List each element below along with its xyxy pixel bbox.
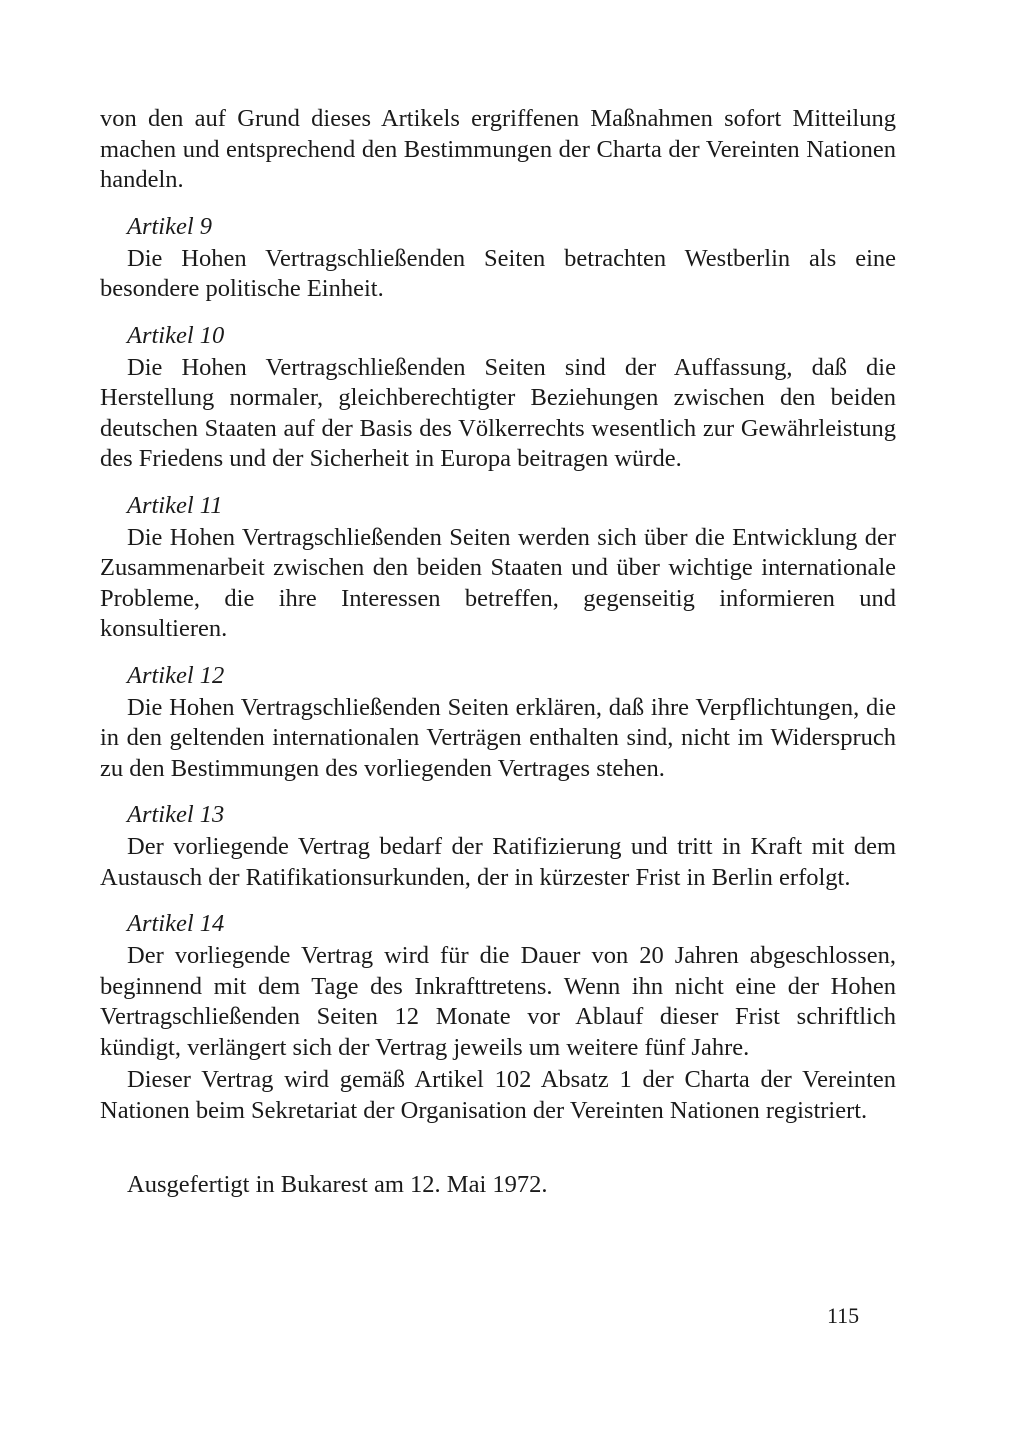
article-paragraph: Die Hohen Vertragschließenden Seiten betrachten Westberlin als eine besondere politische Einheit. [100, 244, 896, 302]
article-paragraph: Die Hohen Vertragschließenden Seiten werden sich über die Entwicklung der Zusammenarbeit zwischen den beiden Staaten und über wichtige internationale Probleme, die ihre Interessen betreffen, gegenseitig informieren und konsultieren. [100, 523, 896, 642]
article-title: Artikel 10 [127, 321, 225, 349]
signoff-line: Ausgefertigt in Bukarest am 12. Mai 1972. [127, 1171, 548, 1198]
article-10 [100, 321, 896, 475]
article-title: Artikel 13 [127, 801, 225, 828]
article-title: Artikel 11 [127, 491, 223, 519]
document-page [100, 104, 896, 1201]
lead-paragraph: von den auf Grund dieses Artikels ergriffenen Maßnahmen sofort Mitteilung machen und entsprechend den Bestimmungen der Charta der Vereinten Nationen handeln. [100, 105, 896, 193]
article-title: Artikel 14 [127, 910, 225, 937]
article-paragraph: Der vorliegende Vertrag wird für die Dauer von 20 Jahren abgeschlossen, beginnend mit dem Tage des Inkrafttretens. Wenn ihn nicht eine der Hohen Vertragschließenden Seiten 12 Monate vor Ablauf dieser Frist schriftlich kündigt, verlängert sich der Vertrag jeweils um weitere fünf Jahre. [100, 942, 896, 1061]
article-paragraph: Die Hohen Vertragschließenden Seiten sind der Auffassung, daß die Herstellung normaler, gleichberechtigter Beziehungen zwischen den beiden deutschen Staaten auf der Basis des Völkerrechts wesentlich zur Gewährleistung des Friedens und der Sicherheit in Europa beitragen würde. [100, 353, 896, 472]
article-11 [100, 491, 896, 645]
article-title: Artikel 9 [127, 212, 213, 240]
article-title: Artikel 12 [127, 661, 225, 689]
article-paragraph: Dieser Vertrag wird gemäß Artikel 102 Absatz 1 der Charta der Vereinten Nationen beim Sekretariat der Organisation der Vereinten Nationen registriert. [100, 1066, 896, 1124]
article-9 [100, 212, 896, 305]
article-14 [100, 909, 896, 1126]
page-number: 115 [827, 1303, 860, 1328]
article-13 [100, 800, 896, 893]
article-paragraph: Die Hohen Vertragschließenden Seiten erklären, daß ihre Verpflichtungen, die in den geltenden internationalen Verträgen enthalten sind, nicht im Widerspruch zu den Bestimmungen des vorliegenden Vertrages stehen. [100, 693, 896, 782]
article-paragraph: Der vorliegende Vertrag bedarf der Ratifizierung und tritt in Kraft mit dem Austausch der Ratifikationsurkunden, der in kürzester Frist in Berlin erfolgt. [100, 833, 896, 891]
article-12 [100, 661, 896, 785]
